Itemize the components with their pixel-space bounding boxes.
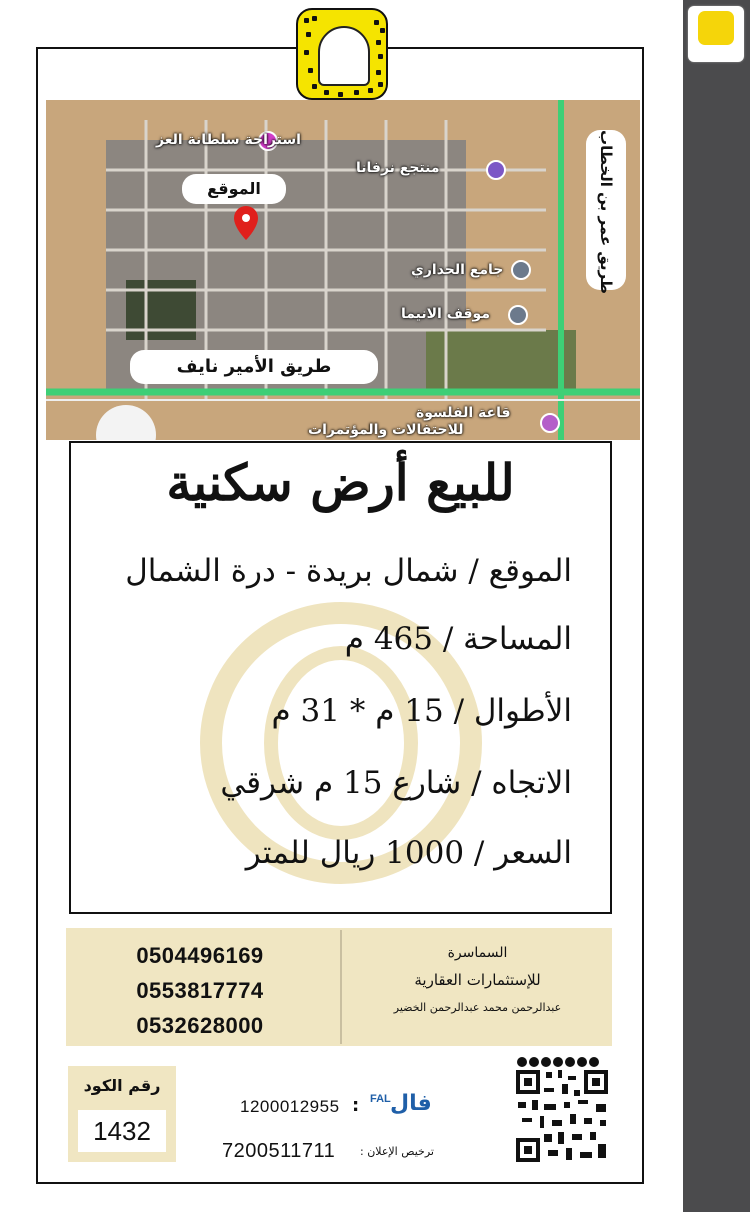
- fal-logo-icon: [368, 1080, 448, 1126]
- snapcode-dot: [378, 54, 383, 59]
- phone-number[interactable]: 0504496169: [136, 943, 264, 968]
- code-value: 1432: [78, 1110, 166, 1152]
- company-name: السماسرة: [447, 945, 508, 961]
- whatsapp-icon: [553, 1057, 563, 1067]
- brand-logo-corner: [688, 6, 744, 62]
- company-owner: عبدالرحمن محمد عبدالرحمن الخضير: [393, 1001, 562, 1014]
- phone-number[interactable]: 0553817774: [136, 978, 264, 1003]
- code-box: [68, 1066, 176, 1162]
- snapcode-dot: [380, 28, 385, 33]
- snapcode-dot: [324, 90, 329, 95]
- snapcode-dot: [376, 70, 381, 75]
- snapcode-dot: [306, 32, 311, 37]
- listing-box: [69, 441, 612, 914]
- snapcode-icon: [296, 8, 388, 100]
- telegram-icon: [565, 1057, 575, 1067]
- social-icons: [516, 1052, 612, 1066]
- map-image: [46, 100, 640, 440]
- poi-label: للاحتفالات والمؤتمرات: [308, 422, 464, 438]
- band-divider: [340, 930, 342, 1044]
- detail-direction: الاتجاه / شارع 15 م شرقي: [220, 765, 572, 801]
- detail-area: المساحة / 465 م: [344, 621, 572, 657]
- mosque-icon: [511, 260, 531, 280]
- snapcode-dot: [304, 18, 309, 23]
- detail-location: الموقع / شمال بريدة - درة الشمال: [125, 553, 572, 589]
- ad-license-number: 7200511711: [222, 1140, 336, 1162]
- poi-label: استراحة سلطانة العز: [156, 132, 301, 148]
- poi-icon: [540, 413, 560, 433]
- snapchat-icon: [517, 1057, 527, 1067]
- fal-arabic-text: فال: [390, 1091, 432, 1116]
- listing-title: للبيع أرض سكنية: [166, 453, 515, 512]
- ad-license-label: ترخيص الإعلان :: [360, 1145, 434, 1158]
- poi-label: منتجع نرفانا: [356, 160, 440, 176]
- license-colon: :: [352, 1095, 360, 1116]
- snapcode-dot: [376, 40, 381, 45]
- phone-number[interactable]: 0532628000: [136, 1013, 264, 1038]
- qr-code-icon: [514, 1068, 610, 1164]
- poi-label: موقف الانيما: [401, 306, 490, 322]
- poi-icon: [486, 160, 506, 180]
- fal-license-number: 1200012955: [240, 1097, 340, 1116]
- satellite-map: [46, 100, 640, 440]
- code-label: رقم الكود: [83, 1076, 161, 1095]
- snapcode-dot: [374, 20, 379, 25]
- detail-dimensions: الأطوال / 15 م * 31 م: [271, 693, 572, 729]
- map-location-label: الموقع: [182, 174, 286, 204]
- snapcode-dot: [312, 84, 317, 89]
- fal-latin-text: FAL: [370, 1093, 391, 1105]
- snapcode-dot: [338, 92, 343, 97]
- parking-icon: [508, 305, 528, 325]
- company-info: [345, 940, 610, 1022]
- map-road-east-label: طريق عمر بن الخطاب: [586, 130, 626, 290]
- snapcode-dot: [354, 90, 359, 95]
- company-subtitle: للإستثمارات العقارية: [414, 971, 541, 989]
- detail-price: السعر / 1000 ريال للمتر: [245, 835, 572, 871]
- map-road-south-label: طريق الأمير نايف: [130, 350, 378, 384]
- snapcode-dot: [368, 88, 373, 93]
- snapcode-dot: [378, 82, 383, 87]
- right-gray-sidebar: [683, 0, 750, 1212]
- poi-label: جامع الحداري: [411, 262, 504, 278]
- snapcode-dot: [312, 16, 317, 21]
- instagram-icon: [541, 1057, 551, 1067]
- x-icon: [577, 1057, 587, 1067]
- snapcode-dot: [304, 50, 309, 55]
- poi-label: قاعة الفلسوة: [416, 405, 511, 421]
- phone-list: [120, 938, 280, 1043]
- tiktok-icon: [529, 1057, 539, 1067]
- whatsapp-icon: [589, 1057, 599, 1067]
- snapcode-dot: [308, 68, 313, 73]
